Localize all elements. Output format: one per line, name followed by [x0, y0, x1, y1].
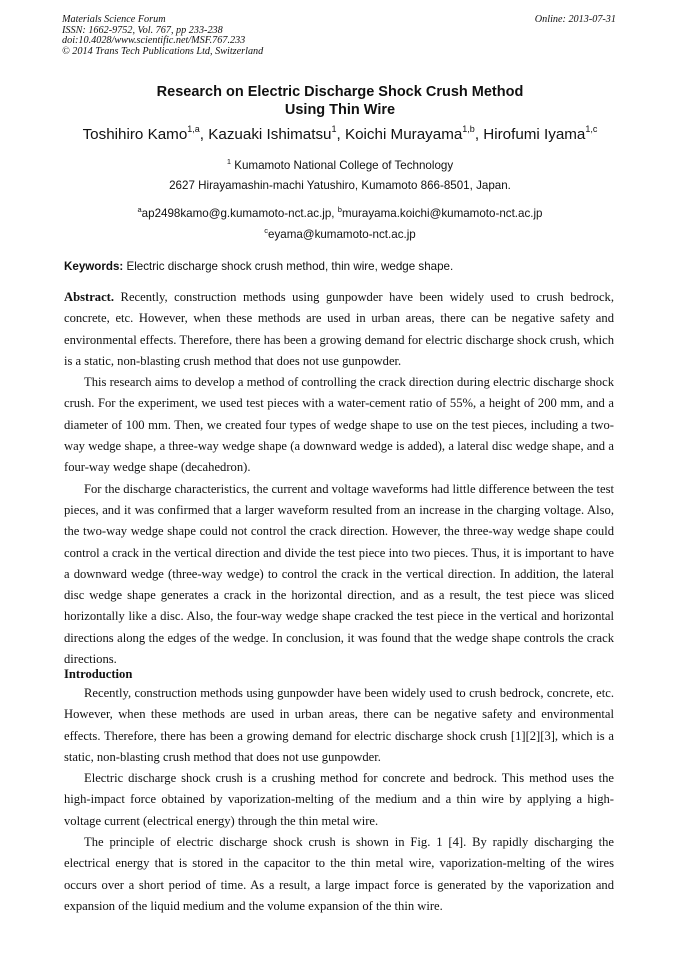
email-mark-b: b — [337, 205, 342, 214]
email-mark-a: a — [137, 205, 142, 214]
abstract-paragraph-2: This research aims to develop a method of controlling the crack direction during electric discharge shock crush. For the experiment, we used test pieces with a water-cement ratio of 55%, a height of 200 mm, and a diameter of 100 mm. Then, we created four types of wedge shape to use on the test pieces, including a two-way wedge shape, a three-way wedge shape (a downward wedge is added), a lateral disc wedge shape, and a four-way wedge shape (decahedron). — [64, 375, 614, 475]
journal-name: Materials Science Forum — [62, 14, 166, 25]
author-separator: , — [474, 126, 484, 143]
author-affiliation-mark: 1,b — [462, 124, 475, 134]
copyright-line: © 2014 Trans Tech Publications Ltd, Switzerland — [62, 45, 264, 57]
introduction-paragraph-2: Electric discharge shock crush is a crushing method for concrete and bedrock. This method uses the high-impact force obtained by vaporization-melting of the medium and a thin wire by applying a high-voltage current (electrical energy) through the thin metal wire. — [64, 771, 614, 828]
author-separator: , — [336, 126, 345, 143]
keywords-line — [64, 259, 618, 275]
introduction-heading: Introduction — [64, 667, 133, 681]
abstract-label: Abstract. — [64, 290, 115, 304]
introduction-paragraph-1: Recently, construction methods using gunpowder have been widely used to crush bedrock, concrete, etc. However, when these methods are used in urban areas, there can be negative safety and environmental effects. Therefore, there has been a growing demand for electric discharge shock crush [1][2][3], which is a static, non-blasting crush method that does not use gunpowder. — [64, 686, 614, 764]
author-name: Hirofumi Iyama — [483, 126, 586, 143]
abstract-paragraph-3: For the discharge characteristics, the current and voltage waveforms had little difference between the test pieces, and it was confirmed that a larger waveform resulted from an increase in the charging voltage. Also, the two-way wedge shape could not control the crack direction. However, the three-way wedge shape could control a crack in the vertical direction and divide the test piece into two pieces. Thus, it is important to have a downward wedge (three-way wedge) to control the crack in the vertical direction. In addition, the lateral disc wedge shape generates a crack in the horizontal direction, and as a result, the test piece was sliced horizontally like a disc. Also, the four-way wedge shape cracked the test piece in the vertical and horizontal directions along the edges of the wedge. In conclusion, it was found that the wedge shape controls the crack directions. — [64, 481, 614, 667]
author-name: Koichi Murayama — [344, 126, 463, 143]
publication-header — [62, 15, 618, 57]
doi-line: doi:10.4028/www.scientific.net/MSF.767.233 — [62, 35, 246, 47]
email-c[interactable]: eyama@kumamoto-nct.ac.jp — [268, 228, 416, 241]
email-line-2 — [40, 227, 640, 243]
email-b[interactable]: murayama.koichi@kumamoto-nct.ac.jp — [341, 207, 543, 220]
title-line-2: Using Thin Wire — [284, 102, 396, 118]
title-line-1: Research on Electric Discharge Shock Crush Method — [156, 84, 524, 100]
author-affiliation-mark: 1,a — [187, 124, 200, 134]
keywords-label: Keywords: — [64, 260, 124, 273]
author-name: Toshihiro Kamo — [82, 126, 188, 143]
issn-line: ISSN: 1662-9752, Vol. 767, pp 233-238 — [62, 24, 223, 36]
institution-name: Kumamoto National College of Technology — [231, 159, 454, 172]
author-name: Kazuaki Ishimatsu — [208, 126, 332, 143]
keywords-text: Electric discharge shock crush method, thin wire, wedge shape. — [123, 260, 454, 273]
abstract-paragraph-1 — [64, 287, 614, 372]
email-line-1 — [40, 206, 640, 222]
introduction-paragraph-3: The principle of electric discharge shock crush is shown in Fig. 1 [4]. By rapidly discharging the electrical energy that is stored in the capacitor to the thin metal wire, vaporization-melting of the wires occurs over a short period of time. As a result, a large impact force is generated by the vaporization and expansion of the liquid medium and the volume expansion of the thin wire. — [64, 835, 614, 913]
abstract-text-1: Recently, construction methods using gunpowder have been widely used to crush bedrock, concrete, etc. However, when these methods are used in urban areas, there can be negative safety and environmental effects. Therefore, there has been a growing demand for electric discharge shock crush, which is a static, non-blasting crush method that does not use gunpowder. — [64, 290, 614, 368]
abstract-section — [64, 287, 614, 670]
author-list — [40, 125, 640, 145]
email-mark-c: c — [264, 226, 268, 235]
author-affiliation-mark: 1,c — [585, 124, 598, 134]
email-a[interactable]: ap2498kamo@g.kumamoto-nct.ac.jp, — [141, 207, 338, 220]
author-separator: , — [199, 126, 209, 143]
affiliation-mark: 1 — [226, 157, 232, 166]
online-date: Online: 2013-07-31 — [534, 14, 616, 25]
affiliation-address: 2627 Hirayamashin-machi Yatushiro, Kumamoto 866-8501, Japan. — [169, 179, 511, 192]
paper-title — [62, 83, 618, 119]
author-affiliation-mark: 1 — [331, 124, 337, 134]
affiliation-institution — [40, 158, 640, 174]
introduction-section — [64, 683, 614, 917]
